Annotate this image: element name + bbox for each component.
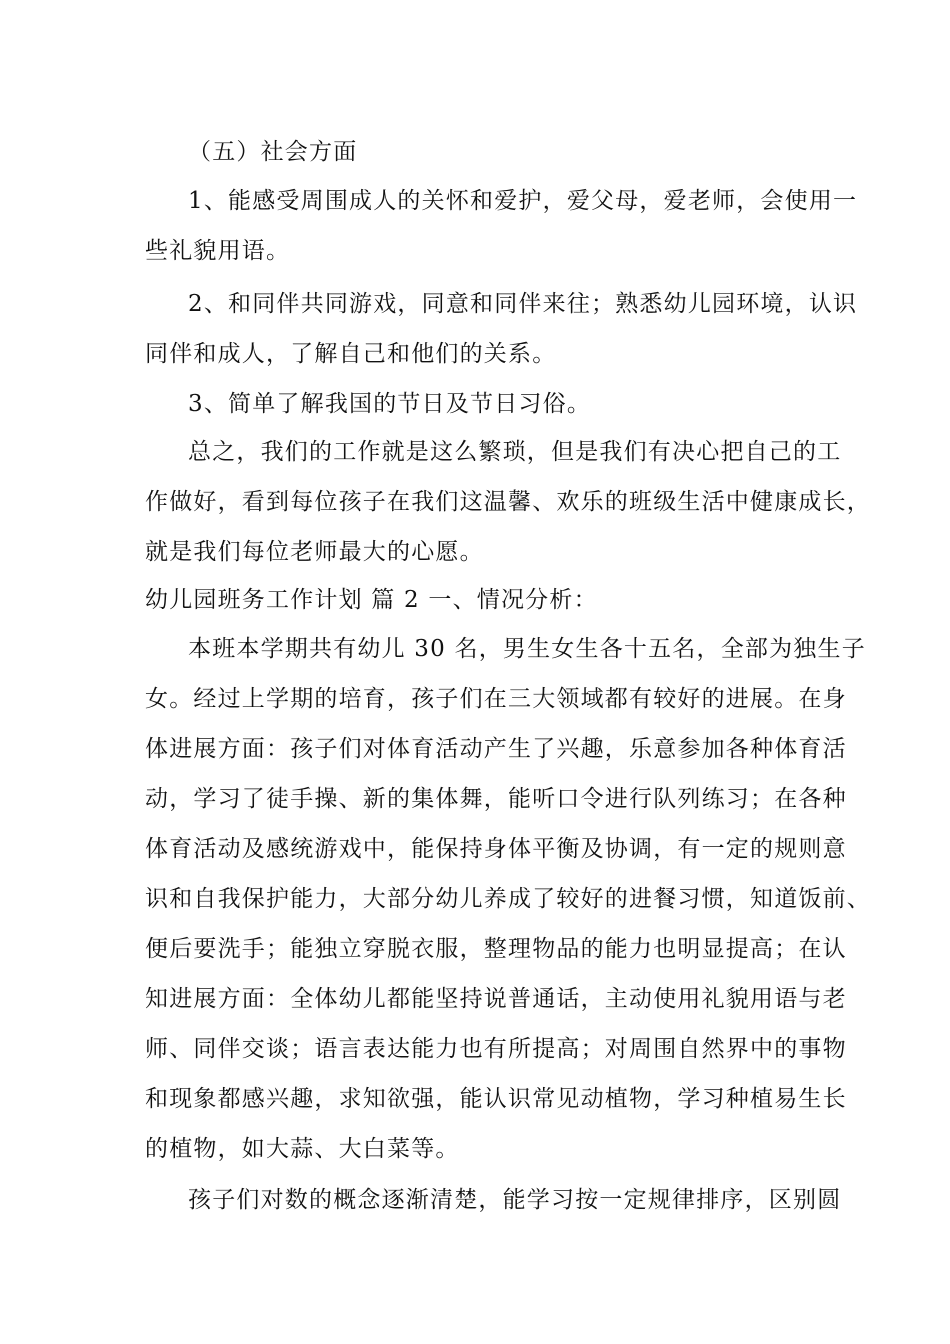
paragraph-line: 知进展方面：全体幼儿都能坚持说普通话，主动使用礼貌用语与老 [145, 986, 847, 1012]
paragraph-line: 总之，我们的工作就是这么繁琐，但是我们有决心把自己的工 [188, 439, 842, 465]
paragraph-line: 孩子们对数的概念逐渐清楚，能学习按一定规律排序，区别圆 [188, 1187, 842, 1213]
paragraph-line: 体育活动及感统游戏中，能保持身体平衡及协调，有一定的规则意 [145, 836, 847, 862]
section-heading-social: （五）社会方面 [188, 139, 358, 165]
paragraph-line: 同伴和成人，了解自己和他们的关系。 [145, 341, 557, 367]
paragraph-line: 本班本学期共有幼儿 30 名，男生女生各十五名，全部为独生子 [188, 636, 866, 662]
paragraph-line: 2、和同伴共同游戏，同意和同伴来往；熟悉幼儿园环境，认识 [188, 291, 858, 317]
paragraph-line: 1、能感受周围成人的关怀和爱护，爱父母，爱老师，会使用一 [188, 188, 858, 214]
paragraph-line: 些礼貌用语。 [145, 238, 291, 264]
paragraph-line: 的植物，如大蒜、大白菜等。 [145, 1136, 460, 1162]
paragraph-line: 识和自我保护能力，大部分幼儿养成了较好的进餐习惯，知道饭前、 [145, 886, 871, 912]
paragraph-line: 动，学习了徒手操、新的集体舞，能听口令进行队列练习；在各种 [145, 786, 847, 812]
paragraph-line: 体进展方面：孩子们对体育活动产生了兴趣，乐意参加各种体育活 [145, 736, 847, 762]
plan-title-line: 幼儿园班务工作计划 篇 2 一、情况分析： [145, 587, 598, 613]
paragraph-line: 3、简单了解我国的节日及节日习俗。 [188, 391, 592, 417]
paragraph-line: 和现象都感兴趣，求知欲强，能认识常见动植物，学习种植易生长 [145, 1086, 847, 1112]
paragraph-line: 就是我们每位老师最大的心愿。 [145, 539, 484, 565]
paragraph-line: 女。经过上学期的培育，孩子们在三大领域都有较好的进展。在身 [145, 686, 847, 712]
paragraph-line: 便后要洗手；能独立穿脱衣服，整理物品的能力也明显提高；在认 [145, 936, 847, 962]
paragraph-line: 师、同伴交谈；语言表达能力也有所提高；对周围自然界中的事物 [145, 1036, 847, 1062]
paragraph-line: 作做好，看到每位孩子在我们这温馨、欢乐的班级生活中健康成长， [145, 489, 871, 515]
